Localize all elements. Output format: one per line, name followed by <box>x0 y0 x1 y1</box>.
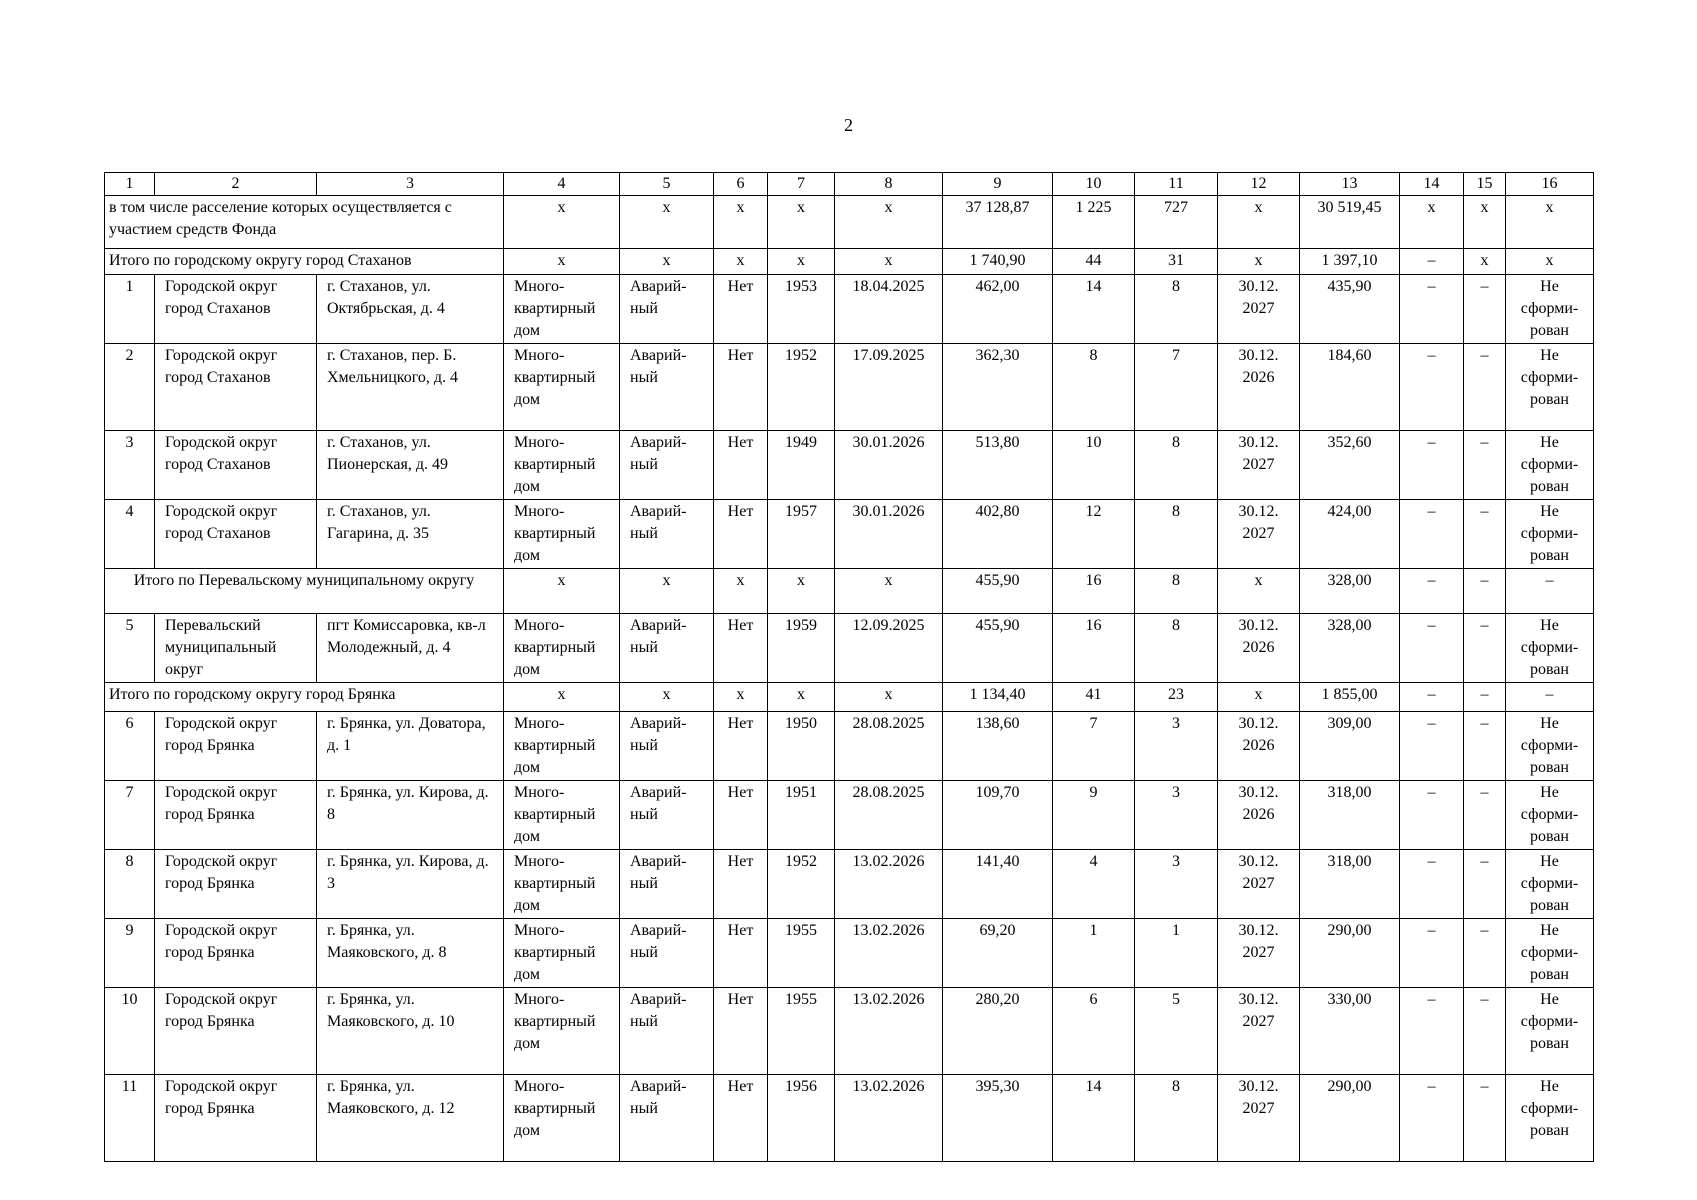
table-cell: х <box>1464 249 1506 275</box>
table-cell: 30 519,45 <box>1300 196 1400 249</box>
table-cell: 462,00 <box>943 275 1053 344</box>
table-cell: 138,60 <box>943 712 1053 781</box>
table-cell: г. Брянка, ул. Маяковского, д. 8 <box>317 919 504 988</box>
table-row <box>105 1075 1594 1162</box>
table-cell: Аварий-ный <box>620 781 714 850</box>
table-cell: 44 <box>1053 249 1135 275</box>
table-cell: Аварий-ный <box>620 988 714 1075</box>
table-cell: г. Стаханов, ул. Октябрьская, д. 4 <box>317 275 504 344</box>
table-cell: 28.08.2025 <box>835 712 943 781</box>
column-number: 6 <box>714 173 768 196</box>
table-cell: Городской округ город Стаханов <box>155 275 317 344</box>
table-cell: 30.12. 2027 <box>1218 275 1300 344</box>
subtotal-row <box>105 683 1594 712</box>
table-cell: Нет <box>714 712 768 781</box>
table-cell: – <box>1464 850 1506 919</box>
table-cell: г. Брянка, ул. Кирова, д. 8 <box>317 781 504 850</box>
table-cell: 2 <box>105 344 155 431</box>
column-number: 14 <box>1400 173 1464 196</box>
table-cell: 1 <box>105 275 155 344</box>
table-cell: – <box>1400 614 1464 683</box>
table-cell: – <box>1400 249 1464 275</box>
table-cell: 1 <box>1135 919 1218 988</box>
table-cell: 1 397,10 <box>1300 249 1400 275</box>
table-cell: 1956 <box>768 1075 835 1162</box>
table-cell: 290,00 <box>1300 919 1400 988</box>
table-cell: 16 <box>1053 569 1135 614</box>
table-cell: 1952 <box>768 344 835 431</box>
table-cell: 1955 <box>768 988 835 1075</box>
table-cell: 424,00 <box>1300 500 1400 569</box>
table-cell: 8 <box>1135 431 1218 500</box>
table-row <box>105 344 1594 431</box>
row-label: в том числе расселение которых осуществляется с участием средств Фонда <box>105 196 504 249</box>
table-cell: г. Стаханов, ул. Гагарина, д. 35 <box>317 500 504 569</box>
table-cell: – <box>1400 781 1464 850</box>
table-cell: Не сформи-рован <box>1506 275 1594 344</box>
table-cell: 1951 <box>768 781 835 850</box>
table-cell: Много-квартирный дом <box>504 919 620 988</box>
table-cell: – <box>1464 500 1506 569</box>
table-cell: х <box>504 569 620 614</box>
table-cell: 352,60 <box>1300 431 1400 500</box>
table-cell: х <box>1218 196 1300 249</box>
table-cell: 7 <box>1135 344 1218 431</box>
table-row <box>105 712 1594 781</box>
housing-table <box>104 172 1594 1162</box>
table-row <box>105 781 1594 850</box>
column-number: 15 <box>1464 173 1506 196</box>
table-cell: 18.04.2025 <box>835 275 943 344</box>
table-cell: х <box>1400 196 1464 249</box>
column-number: 11 <box>1135 173 1218 196</box>
table-cell: 30.01.2026 <box>835 500 943 569</box>
row-label: Итого по городскому округу город Брянка <box>105 683 504 712</box>
table-cell: х <box>714 196 768 249</box>
table-cell: 8 <box>1135 1075 1218 1162</box>
table-cell: – <box>1400 500 1464 569</box>
table-cell: х <box>620 683 714 712</box>
note-row <box>105 196 1594 249</box>
table-cell: Аварий-ный <box>620 712 714 781</box>
column-number: 12 <box>1218 173 1300 196</box>
table-cell: – <box>1464 275 1506 344</box>
table-cell: Нет <box>714 781 768 850</box>
table-cell: 513,80 <box>943 431 1053 500</box>
table-cell: 3 <box>105 431 155 500</box>
table-cell: – <box>1400 1075 1464 1162</box>
table-cell: – <box>1400 919 1464 988</box>
table-cell: Аварий-ный <box>620 431 714 500</box>
subtotal-row <box>105 569 1594 614</box>
table-cell: 12.09.2025 <box>835 614 943 683</box>
table-row <box>105 275 1594 344</box>
table-cell: 3 <box>1135 712 1218 781</box>
table-cell: х <box>768 196 835 249</box>
table-cell: 12 <box>1053 500 1135 569</box>
table-cell: х <box>504 683 620 712</box>
table-cell: 3 <box>1135 850 1218 919</box>
table-cell: х <box>1218 683 1300 712</box>
table-cell: 13.02.2026 <box>835 919 943 988</box>
table-cell: Много-квартирный дом <box>504 712 620 781</box>
table-cell: 1 <box>1053 919 1135 988</box>
table-row <box>105 919 1594 988</box>
table-cell: 13.02.2026 <box>835 1075 943 1162</box>
table-cell: – <box>1464 1075 1506 1162</box>
table-cell: х <box>714 683 768 712</box>
table-cell: г. Брянка, ул. Доватора, д. 1 <box>317 712 504 781</box>
page-number: 2 <box>844 115 853 135</box>
table-cell: х <box>768 683 835 712</box>
table-cell: 3 <box>1135 781 1218 850</box>
table-cell: Городской округ город Брянка <box>155 712 317 781</box>
table-cell: х <box>1218 249 1300 275</box>
table-cell: 41 <box>1053 683 1135 712</box>
table-cell: 328,00 <box>1300 569 1400 614</box>
table-cell: 13.02.2026 <box>835 988 943 1075</box>
table-cell: 109,70 <box>943 781 1053 850</box>
table-cell: 30.12. 2027 <box>1218 431 1300 500</box>
table-cell: – <box>1464 712 1506 781</box>
table-cell: Много-квартирный дом <box>504 988 620 1075</box>
table-cell: 8 <box>105 850 155 919</box>
table-cell: 328,00 <box>1300 614 1400 683</box>
table-cell: Городской округ город Стаханов <box>155 431 317 500</box>
column-number: 10 <box>1053 173 1135 196</box>
table-cell: 435,90 <box>1300 275 1400 344</box>
column-number: 4 <box>504 173 620 196</box>
table-cell: Много-квартирный дом <box>504 500 620 569</box>
table-cell: х <box>620 249 714 275</box>
row-label: Итого по Перевальскому муниципальному округу <box>105 569 504 614</box>
table-cell: г. Стаханов, пер. Б. Хмельницкого, д. 4 <box>317 344 504 431</box>
column-number: 3 <box>317 173 504 196</box>
table-cell: х <box>1218 569 1300 614</box>
column-number: 5 <box>620 173 714 196</box>
table-cell: 1 855,00 <box>1300 683 1400 712</box>
table-cell: Нет <box>714 431 768 500</box>
table-cell: 1 740,90 <box>943 249 1053 275</box>
table-cell: Аварий-ный <box>620 500 714 569</box>
table-cell: 10 <box>1053 431 1135 500</box>
table-cell: 8 <box>1135 614 1218 683</box>
table-cell: г. Брянка, ул. Маяковского, д. 10 <box>317 988 504 1075</box>
column-number: 1 <box>105 173 155 196</box>
table-cell: 6 <box>1053 988 1135 1075</box>
table-cell: 4 <box>105 500 155 569</box>
table-cell: Аварий-ный <box>620 344 714 431</box>
table-cell: Городской округ город Брянка <box>155 988 317 1075</box>
table-cell: 1950 <box>768 712 835 781</box>
table-cell: 8 <box>1053 344 1135 431</box>
table-cell: – <box>1464 569 1506 614</box>
table-cell: 30.01.2026 <box>835 431 943 500</box>
table-cell: 30.12. 2027 <box>1218 500 1300 569</box>
table-cell: – <box>1400 275 1464 344</box>
table-cell: Не сформи-рован <box>1506 500 1594 569</box>
table-cell: х <box>835 196 943 249</box>
column-number: 9 <box>943 173 1053 196</box>
table-cell: 318,00 <box>1300 850 1400 919</box>
column-number: 8 <box>835 173 943 196</box>
column-number: 2 <box>155 173 317 196</box>
table-row <box>105 431 1594 500</box>
table-cell: 141,40 <box>943 850 1053 919</box>
table-cell: 30.12. 2026 <box>1218 781 1300 850</box>
table-cell: х <box>1506 196 1594 249</box>
table-cell: 1959 <box>768 614 835 683</box>
table-cell: Городской округ город Брянка <box>155 919 317 988</box>
table-row <box>105 988 1594 1075</box>
table-cell: х <box>504 196 620 249</box>
table-cell: 13.02.2026 <box>835 850 943 919</box>
table-cell: – <box>1400 344 1464 431</box>
table-cell: Городской округ город Стаханов <box>155 344 317 431</box>
table-cell: Много-квартирный дом <box>504 850 620 919</box>
table-cell: Не сформи-рован <box>1506 1075 1594 1162</box>
table-cell: х <box>620 196 714 249</box>
table-cell: Нет <box>714 614 768 683</box>
table-cell: Много-квартирный дом <box>504 781 620 850</box>
table-cell: – <box>1400 988 1464 1075</box>
table-cell: Не сформи-рован <box>1506 712 1594 781</box>
table-cell: 6 <box>105 712 155 781</box>
table-cell: Нет <box>714 988 768 1075</box>
table-cell: х <box>1506 249 1594 275</box>
table-cell: 455,90 <box>943 569 1053 614</box>
table-cell: 309,00 <box>1300 712 1400 781</box>
table-cell: 402,80 <box>943 500 1053 569</box>
table-cell: 30.12. 2026 <box>1218 712 1300 781</box>
table-cell: 1949 <box>768 431 835 500</box>
table-cell: х <box>1464 196 1506 249</box>
table-cell: Нет <box>714 275 768 344</box>
table-cell: 17.09.2025 <box>835 344 943 431</box>
table-cell: – <box>1464 988 1506 1075</box>
table-cell: Не сформи-рован <box>1506 919 1594 988</box>
table-cell: 290,00 <box>1300 1075 1400 1162</box>
table-cell: пгт Комиссаровка, кв-л Молодежный, д. 4 <box>317 614 504 683</box>
table-cell: х <box>835 683 943 712</box>
table-cell: 330,00 <box>1300 988 1400 1075</box>
table-cell: 5 <box>105 614 155 683</box>
table-cell: 7 <box>105 781 155 850</box>
table-cell: 30.12. 2027 <box>1218 919 1300 988</box>
table-cell: – <box>1400 683 1464 712</box>
table-cell: Не сформи-рован <box>1506 781 1594 850</box>
table-cell: Городской округ город Брянка <box>155 850 317 919</box>
table-cell: 9 <box>1053 781 1135 850</box>
table-cell: 30.12. 2027 <box>1218 850 1300 919</box>
table-cell: – <box>1400 431 1464 500</box>
table-cell: Нет <box>714 500 768 569</box>
table-cell: 10 <box>105 988 155 1075</box>
table-row <box>105 614 1594 683</box>
table-cell: 30.12. 2026 <box>1218 344 1300 431</box>
table-cell: Много-квартирный дом <box>504 344 620 431</box>
table-cell: 395,30 <box>943 1075 1053 1162</box>
table-cell: – <box>1400 850 1464 919</box>
table-cell: 9 <box>105 919 155 988</box>
table-cell: 11 <box>105 1075 155 1162</box>
table-cell: Городской округ город Стаханов <box>155 500 317 569</box>
table-cell: г. Брянка, ул. Кирова, д. 3 <box>317 850 504 919</box>
table-cell: х <box>768 569 835 614</box>
table-cell: Нет <box>714 850 768 919</box>
table-cell: 37 128,87 <box>943 196 1053 249</box>
table-cell: 1952 <box>768 850 835 919</box>
column-number-row <box>105 173 1594 196</box>
table-cell: 30.12. 2026 <box>1218 614 1300 683</box>
table-cell: Не сформи-рован <box>1506 988 1594 1075</box>
table-cell: х <box>620 569 714 614</box>
table-cell: Аварий-ный <box>620 850 714 919</box>
table-cell: – <box>1464 919 1506 988</box>
table-cell: х <box>835 249 943 275</box>
table-cell: х <box>768 249 835 275</box>
table-cell: 16 <box>1053 614 1135 683</box>
table-cell: Городской округ город Брянка <box>155 1075 317 1162</box>
table-cell: 362,30 <box>943 344 1053 431</box>
table-cell: 14 <box>1053 1075 1135 1162</box>
subtotal-row <box>105 249 1594 275</box>
table-cell: Много-квартирный дом <box>504 614 620 683</box>
table-cell: 1953 <box>768 275 835 344</box>
table-cell: – <box>1464 431 1506 500</box>
table-cell: – <box>1464 781 1506 850</box>
table-cell: Нет <box>714 344 768 431</box>
table-row <box>105 500 1594 569</box>
table-cell: – <box>1400 712 1464 781</box>
table-cell: – <box>1506 683 1594 712</box>
table-cell: – <box>1400 569 1464 614</box>
table-cell: 23 <box>1135 683 1218 712</box>
table-cell: 5 <box>1135 988 1218 1075</box>
table-cell: 30.12. 2027 <box>1218 988 1300 1075</box>
table-row <box>105 850 1594 919</box>
table-cell: 1957 <box>768 500 835 569</box>
table-cell: Не сформи-рован <box>1506 431 1594 500</box>
table-cell: – <box>1506 569 1594 614</box>
table-cell: Нет <box>714 1075 768 1162</box>
table-cell: Аварий-ный <box>620 275 714 344</box>
table-cell: 455,90 <box>943 614 1053 683</box>
table-cell: 1 225 <box>1053 196 1135 249</box>
table-cell: 7 <box>1053 712 1135 781</box>
table-cell: Аварий-ный <box>620 919 714 988</box>
table-cell: 727 <box>1135 196 1218 249</box>
table-cell: Городской округ город Брянка <box>155 781 317 850</box>
table-cell: 318,00 <box>1300 781 1400 850</box>
table-cell: Не сформи-рован <box>1506 344 1594 431</box>
table-cell: Много-квартирный дом <box>504 431 620 500</box>
table-cell: 28.08.2025 <box>835 781 943 850</box>
column-number: 16 <box>1506 173 1594 196</box>
table-cell: Аварий-ный <box>620 614 714 683</box>
table-cell: г. Стаханов, ул. Пионерская, д. 49 <box>317 431 504 500</box>
table-cell: 1955 <box>768 919 835 988</box>
table-cell: – <box>1464 344 1506 431</box>
table-cell: х <box>714 249 768 275</box>
table-cell: – <box>1464 614 1506 683</box>
table-cell: 31 <box>1135 249 1218 275</box>
table-cell: 69,20 <box>943 919 1053 988</box>
table-cell: 8 <box>1135 500 1218 569</box>
table-cell: Аварий-ный <box>620 1075 714 1162</box>
table-cell: 4 <box>1053 850 1135 919</box>
column-number: 13 <box>1300 173 1400 196</box>
table-cell: х <box>504 249 620 275</box>
table-cell: Не сформи-рован <box>1506 614 1594 683</box>
table-cell: 280,20 <box>943 988 1053 1075</box>
column-number: 7 <box>768 173 835 196</box>
table-cell: х <box>835 569 943 614</box>
table-cell: Перевальский муниципальный округ <box>155 614 317 683</box>
table-cell: 1 134,40 <box>943 683 1053 712</box>
table-cell: 30.12. 2027 <box>1218 1075 1300 1162</box>
table-cell: 8 <box>1135 275 1218 344</box>
table-cell: Нет <box>714 919 768 988</box>
table-cell: г. Брянка, ул. Маяковского, д. 12 <box>317 1075 504 1162</box>
table-cell: Много-квартирный дом <box>504 1075 620 1162</box>
row-label: Итого по городскому округу город Стаханов <box>105 249 504 275</box>
table-cell: х <box>714 569 768 614</box>
table-cell: 184,60 <box>1300 344 1400 431</box>
table-cell: 8 <box>1135 569 1218 614</box>
table-cell: 14 <box>1053 275 1135 344</box>
table-cell: – <box>1464 683 1506 712</box>
table-cell: Много-квартирный дом <box>504 275 620 344</box>
table-cell: Не сформи-рован <box>1506 850 1594 919</box>
